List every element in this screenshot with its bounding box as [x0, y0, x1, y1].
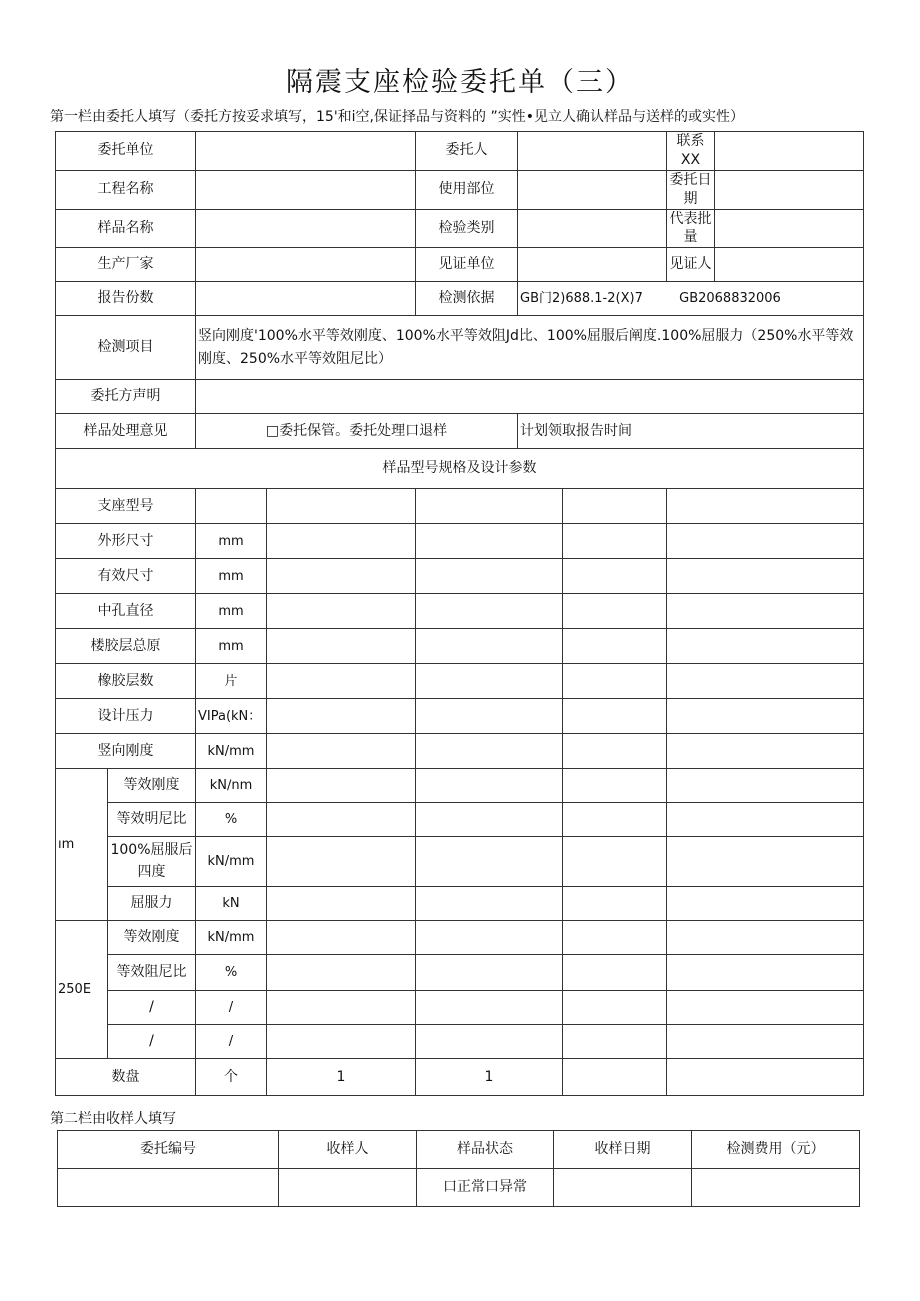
param-value-3[interactable]: [563, 629, 667, 664]
param-value-1[interactable]: [267, 629, 416, 664]
value-statement[interactable]: [196, 380, 864, 414]
group2-item-name: 等效阻尼比: [108, 955, 196, 991]
value-client-unit[interactable]: [196, 132, 416, 171]
value-location[interactable]: [518, 170, 667, 209]
group1-value-1[interactable]: [267, 769, 416, 803]
param-value-4[interactable]: [667, 664, 864, 699]
param-value-1[interactable]: [267, 524, 416, 559]
param-value-1[interactable]: [267, 594, 416, 629]
group1-item-unit: kN: [196, 887, 267, 921]
value-sample[interactable]: [196, 209, 416, 248]
param-name: 中孔直径: [56, 594, 196, 629]
value-basis: [518, 282, 864, 316]
label-handling: 样品处理意见: [56, 414, 196, 449]
group1-item-name: 等效明尼比: [108, 803, 196, 837]
label-statement: 委托方声明: [56, 380, 196, 414]
group1-row: [56, 837, 864, 887]
param-unit: kN/mm: [196, 734, 267, 769]
param-value-2[interactable]: [416, 664, 563, 699]
value-witness-unit[interactable]: [518, 248, 667, 282]
group1-value-3[interactable]: [563, 803, 667, 837]
commission-table: [55, 131, 864, 1096]
receipt-table: [57, 1130, 860, 1207]
group2-value-2[interactable]: [416, 1025, 563, 1059]
group2-row: [56, 955, 864, 991]
param-value-1[interactable]: [267, 699, 416, 734]
group2-value-3[interactable]: [563, 991, 667, 1025]
param-row: [56, 524, 864, 559]
group2-row: [56, 1025, 864, 1059]
group1-value-4[interactable]: [667, 769, 864, 803]
param-value-4[interactable]: [667, 734, 864, 769]
value-maker[interactable]: [196, 248, 416, 282]
header-fee: 检测费用（元）: [692, 1131, 860, 1169]
group2-item-name: /: [108, 991, 196, 1025]
label-client-person: 委托人: [416, 132, 518, 171]
value-contact[interactable]: [715, 132, 864, 171]
group1-item-name: 等效刚度: [108, 769, 196, 803]
param-value-4[interactable]: [667, 524, 864, 559]
param-value-4[interactable]: [667, 489, 864, 524]
value-witness[interactable]: [715, 248, 864, 282]
group2-item-name: 等效刚度: [108, 921, 196, 955]
param-value-2[interactable]: [416, 524, 563, 559]
group2-value-1[interactable]: [267, 991, 416, 1025]
label-sample: 样品名称: [56, 209, 196, 248]
param-value-1[interactable]: [267, 489, 416, 524]
group2-value-1[interactable]: [267, 921, 416, 955]
label-maker: 生产厂家: [56, 248, 196, 282]
group2-value-4[interactable]: [667, 955, 864, 991]
group2-value-3[interactable]: [563, 921, 667, 955]
label-witness-unit: 见证单位: [416, 248, 518, 282]
group1-value-4[interactable]: [667, 837, 864, 887]
group1-value-2[interactable]: [416, 769, 563, 803]
header-receiver: 收样人: [279, 1131, 417, 1169]
param-unit: VIPa(kN：: [196, 699, 267, 734]
param-name: 楼胶层总原: [56, 629, 196, 664]
count-value-4[interactable]: [667, 1059, 864, 1096]
value-commission-no[interactable]: [58, 1169, 279, 1207]
param-row: [56, 734, 864, 769]
param-value-4[interactable]: [667, 559, 864, 594]
group1-value-1[interactable]: [267, 803, 416, 837]
group1-value-3[interactable]: [563, 769, 667, 803]
group2-item-name: /: [108, 1025, 196, 1059]
value-inspect-type[interactable]: [518, 209, 667, 248]
param-unit: mm: [196, 629, 267, 664]
value-project[interactable]: [196, 170, 416, 209]
param-value-4[interactable]: [667, 699, 864, 734]
value-copies[interactable]: [196, 282, 416, 316]
param-value-3[interactable]: [563, 489, 667, 524]
label-pickup-time: 计划领取报告时间: [518, 414, 864, 449]
section1-note: 第一栏由委托人填写（委托方按妥求填写，15'和i空,保证择品与资料的 ”实性•见立人确认样品与送样的或实性）: [50, 109, 744, 125]
param-value-3[interactable]: [563, 559, 667, 594]
param-unit: mm: [196, 559, 267, 594]
value-fee[interactable]: [692, 1169, 860, 1207]
basis-standard-2: GB2068832006: [679, 291, 781, 307]
group2-value-1[interactable]: [267, 955, 416, 991]
group1-value-2[interactable]: [416, 887, 563, 921]
group1-item-unit: %: [196, 803, 267, 837]
group2-value-3[interactable]: [563, 1025, 667, 1059]
param-name: 竖向刚度: [56, 734, 196, 769]
group2-value-4[interactable]: [667, 1025, 864, 1059]
group1-row: [56, 803, 864, 837]
group2-value-1[interactable]: [267, 1025, 416, 1059]
group2-row: [56, 921, 864, 955]
label-witness: 见证人: [667, 248, 715, 282]
param-value-1[interactable]: [267, 664, 416, 699]
param-value-1[interactable]: [267, 559, 416, 594]
group1-value-4[interactable]: [667, 887, 864, 921]
label-inspect-type: 检验类别: [416, 209, 518, 248]
label-copies: 报告份数: [56, 282, 196, 316]
group2-item-unit: /: [196, 991, 267, 1025]
group1-value-2[interactable]: [416, 837, 563, 887]
param-unit: [196, 489, 267, 524]
label-project: 工程名称: [56, 170, 196, 209]
label-items: 检测项目: [56, 316, 196, 380]
group2-value-2[interactable]: [416, 921, 563, 955]
group2-item-unit: /: [196, 1025, 267, 1059]
group1-value-2[interactable]: [416, 803, 563, 837]
label-location: 使用部位: [416, 170, 518, 209]
group1-item-name: 100%屈服后四度: [108, 837, 196, 887]
group2-value-4[interactable]: [667, 921, 864, 955]
param-row: [56, 594, 864, 629]
count-value-2[interactable]: 1: [416, 1059, 563, 1096]
param-value-2[interactable]: [416, 734, 563, 769]
group1-value-1[interactable]: [267, 887, 416, 921]
param-value-1[interactable]: [267, 734, 416, 769]
param-value-3[interactable]: [563, 524, 667, 559]
param-value-2[interactable]: [416, 489, 563, 524]
group1-item-name: 屈服力: [108, 887, 196, 921]
param-row: [56, 489, 864, 524]
value-receive-date[interactable]: [554, 1169, 692, 1207]
group2-row: [56, 991, 864, 1025]
header-sample-state: 样品状态: [417, 1131, 554, 1169]
spec-header: 样品型号规格及设计参数: [56, 449, 864, 489]
value-receiver[interactable]: [279, 1169, 417, 1207]
param-name: 橡胶层数: [56, 664, 196, 699]
group2-label: 250E: [56, 921, 108, 1059]
group1-row: [56, 769, 864, 803]
count-value-1[interactable]: 1: [267, 1059, 416, 1096]
param-name: 设计压力: [56, 699, 196, 734]
value-items: 竖向刚度'100%水平等效刚度、100%水平等效阻Jd比、100%屈服后阐度.100%屈服力（250%水平等效刚度、250%水平等效阻尼比）: [196, 316, 864, 380]
param-row: [56, 699, 864, 734]
param-value-3[interactable]: [563, 664, 667, 699]
group1-row: [56, 887, 864, 921]
param-row: [56, 629, 864, 664]
group2-value-3[interactable]: [563, 955, 667, 991]
param-name: 有效尺寸: [56, 559, 196, 594]
group2-value-2[interactable]: [416, 991, 563, 1025]
label-client-unit: 委托单位: [56, 132, 196, 171]
group1-value-1[interactable]: [267, 837, 416, 887]
group1-label: ım: [56, 769, 108, 921]
header-commission-no: 委托编号: [58, 1131, 279, 1169]
group2-value-2[interactable]: [416, 955, 563, 991]
value-sample-state[interactable]: 口正常口异常: [417, 1169, 554, 1207]
param-value-3[interactable]: [563, 594, 667, 629]
unit-count: 个: [196, 1059, 267, 1096]
group1-value-3[interactable]: [563, 887, 667, 921]
group2-value-4[interactable]: [667, 991, 864, 1025]
group1-item-unit: kN/mm: [196, 837, 267, 887]
form-title: 隔震支座检验委托单（三）: [286, 67, 634, 98]
group2-item-unit: %: [196, 955, 267, 991]
param-unit: mm: [196, 524, 267, 559]
count-value-3[interactable]: [563, 1059, 667, 1096]
section2-title: 第二栏由收样人填写: [50, 1111, 176, 1127]
header-receive-date: 收样日期: [554, 1131, 692, 1169]
label-basis: 检测依据: [416, 282, 518, 316]
label-contact: 联系XX: [667, 132, 715, 171]
value-batch[interactable]: [715, 209, 864, 248]
param-value-2[interactable]: [416, 559, 563, 594]
param-row: [56, 559, 864, 594]
param-name: 外形尺寸: [56, 524, 196, 559]
param-unit: 片: [196, 664, 267, 699]
param-unit: mm: [196, 594, 267, 629]
label-count: 数盘: [56, 1059, 196, 1096]
param-value-2[interactable]: [416, 594, 563, 629]
group2-item-unit: kN/mm: [196, 921, 267, 955]
value-handling[interactable]: □委托保管。委托处理口退样: [196, 414, 518, 449]
group1-value-3[interactable]: [563, 837, 667, 887]
param-row: [56, 664, 864, 699]
param-value-4[interactable]: [667, 594, 864, 629]
param-name: 支座型号: [56, 489, 196, 524]
label-date: 委托日期: [667, 170, 715, 209]
param-value-3[interactable]: [563, 734, 667, 769]
param-value-4[interactable]: [667, 629, 864, 664]
label-batch: 代表批量: [667, 209, 715, 248]
group1-item-unit: kN∕nm: [196, 769, 267, 803]
value-date[interactable]: [715, 170, 864, 209]
value-client-person[interactable]: [518, 132, 667, 171]
param-value-2[interactable]: [416, 629, 563, 664]
group1-value-4[interactable]: [667, 803, 864, 837]
param-value-2[interactable]: [416, 699, 563, 734]
param-value-3[interactable]: [563, 699, 667, 734]
basis-standard-1: GB门2)688.1-2(X)7: [520, 291, 643, 307]
